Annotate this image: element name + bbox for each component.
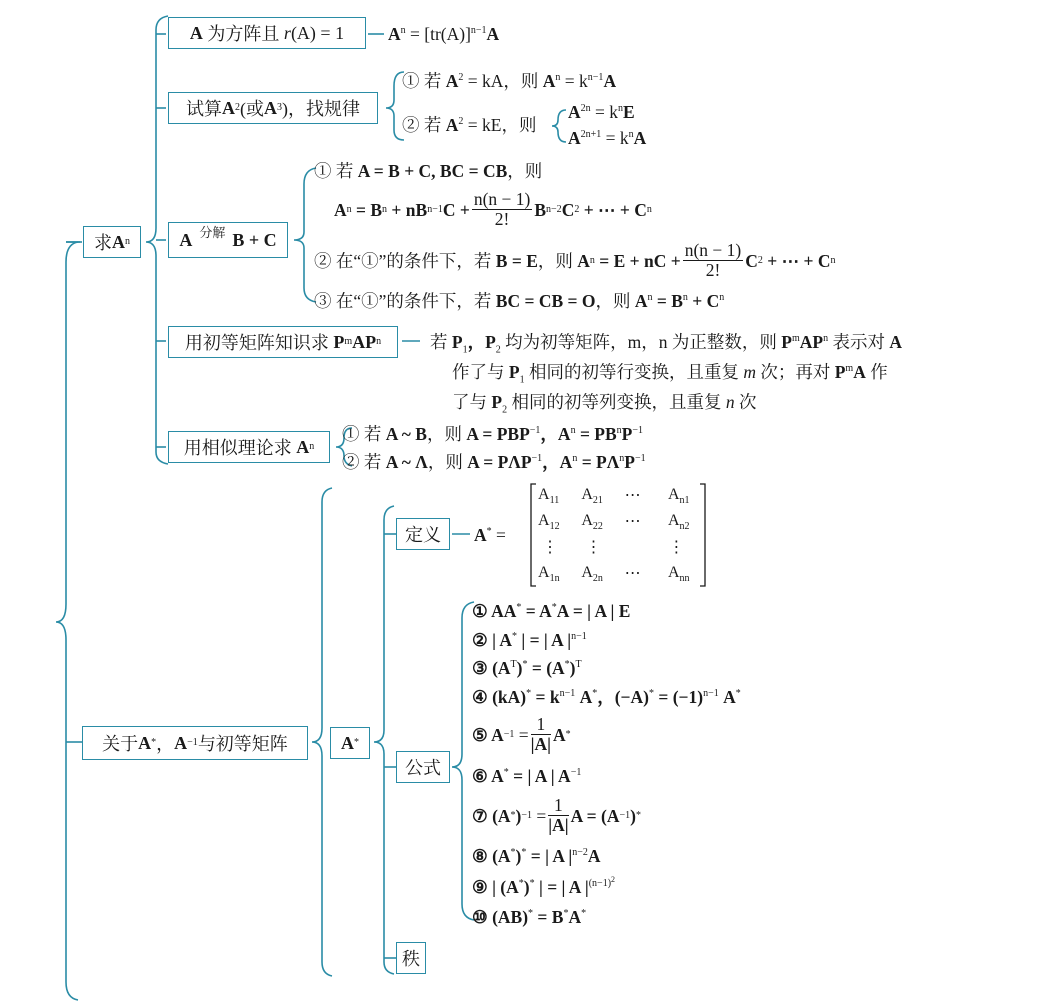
text: ，则 <box>595 291 631 311</box>
text: = kA，则 <box>467 71 539 91</box>
formula-text: ，(−A) <box>597 687 649 707</box>
formula-text: ) <box>523 877 530 897</box>
equation: B = E <box>495 250 538 271</box>
formula-7: ⑦ (A * ) −1 = $\frac{1}{|A|}$ A = (A −1 ) * <box>472 795 641 835</box>
matrix-symbol: P <box>781 332 792 352</box>
superscript: * <box>521 847 527 859</box>
node-rank-one <box>168 17 366 49</box>
superscript: n <box>618 103 624 115</box>
node-label: 为方阵且 <box>207 24 280 44</box>
subscript: 1n <box>549 573 560 585</box>
node-formulas <box>396 751 450 783</box>
equation: = [tr(A)] <box>410 24 471 44</box>
denominator: 2! <box>494 209 510 229</box>
superscript: n−2 <box>572 847 588 859</box>
text: ② 若 <box>342 452 382 472</box>
formula-text: | = | A | <box>521 630 572 650</box>
superscript: n <box>628 129 634 141</box>
similarity-case-two <box>342 451 646 473</box>
superscript: n <box>555 72 561 84</box>
split-case-three <box>314 290 724 312</box>
equation: ，A <box>542 452 573 472</box>
text: 次 <box>738 392 757 412</box>
formula-text: ⑤ A <box>472 724 504 745</box>
node-label: 秩 <box>402 949 420 969</box>
node-adjugate-inverse-elementary: 关于 A * ， A −1 与初等矩阵 <box>82 726 308 760</box>
superscript: * <box>563 908 569 920</box>
variable: n <box>725 392 735 412</box>
equation: A ~ Λ <box>385 452 428 472</box>
node-definition <box>396 518 450 550</box>
equation: A = PBP <box>466 424 530 444</box>
try-case-two-odd <box>568 127 646 149</box>
superscript: m <box>845 363 854 375</box>
superscript: * <box>486 526 492 538</box>
matrix-symbol: A <box>112 231 125 252</box>
numerator: 1 <box>548 796 568 816</box>
numerator: n(n − 1) <box>473 189 531 209</box>
superscript: 2 <box>611 875 616 885</box>
split-case-two: ② 在“①”的条件下，若 B = E ，则 A n = E + nC + $\frac{n(n - 1)}{2!}$ C 2 + ⋯ + C n <box>314 240 836 280</box>
superscript: * <box>516 602 522 614</box>
formula-5: ⑤ A −1 = $\frac{1}{|A|}$ A * <box>472 714 571 754</box>
text: ② 在“①”的条件下，若 <box>314 250 492 271</box>
superscript: (n−1) <box>588 878 612 890</box>
matrix-symbol: A <box>542 71 556 91</box>
superscript: n <box>572 453 578 465</box>
formula-text: ⑨ | (A <box>472 877 519 897</box>
matrix-entry: A <box>581 564 593 581</box>
superscript: * <box>529 878 535 890</box>
superscript: 2n+1 <box>580 129 602 141</box>
formula-text: ) <box>516 658 523 678</box>
split-case-one <box>314 160 542 182</box>
formula-4 <box>472 686 741 708</box>
formula-text: = (−1) <box>658 687 704 707</box>
superscript: * <box>592 688 598 700</box>
matrix-entry: A <box>538 512 550 529</box>
elementary-line-two <box>452 361 888 386</box>
formula-text: ) <box>569 658 576 678</box>
fraction <box>548 796 568 835</box>
superscript: * <box>528 908 534 920</box>
matrix-symbol: A <box>445 115 459 135</box>
superscript: * <box>735 688 741 700</box>
superscript: n−1 <box>703 688 719 700</box>
matrix-entry: A <box>581 486 593 503</box>
equation: A ~ B <box>385 424 427 444</box>
denominator: |A| <box>548 815 569 835</box>
matrix-symbol: A <box>603 71 617 91</box>
equals: = <box>518 724 529 745</box>
formula-3 <box>472 657 582 679</box>
formula-6 <box>472 765 581 787</box>
superscript: n <box>647 292 653 304</box>
subscript: 22 <box>592 521 603 533</box>
node-find-a-power: 求 A n <box>83 226 141 258</box>
matrix-entry: ⋯ <box>624 565 641 582</box>
matrix-symbol: P <box>624 452 635 472</box>
formula-9 <box>472 876 615 898</box>
matrix-symbol: P <box>451 332 463 352</box>
superscript: * <box>526 688 532 700</box>
text: 作了与 <box>452 362 505 382</box>
node-label: 与初等矩阵 <box>197 734 288 754</box>
text: = k <box>605 128 629 148</box>
superscript: n <box>400 25 406 37</box>
equation: + ⋯ + C <box>767 250 831 271</box>
equation: A = PΛP <box>467 452 532 472</box>
superscript: * <box>522 659 528 671</box>
matrix-symbol: P <box>491 392 503 412</box>
adjugate-matrix <box>538 482 700 586</box>
similarity-case-one <box>342 423 643 445</box>
rank-one-formula <box>388 23 499 45</box>
text: ② 若 <box>402 115 442 135</box>
formula-text: = B <box>537 907 564 927</box>
matrix-entry: A <box>667 512 680 529</box>
formula-1 <box>472 600 630 622</box>
text: 若 <box>430 332 448 352</box>
node-label: 公式 <box>405 758 441 778</box>
superscript: 2n <box>580 103 591 115</box>
text: ① 若 <box>314 161 354 181</box>
superscript: n−1 <box>571 631 587 643</box>
text: ，则 <box>507 161 543 181</box>
node-rank <box>396 942 426 974</box>
node-label: )，找规律 <box>282 99 360 119</box>
matrix-symbol: A <box>577 250 590 271</box>
superscript: n <box>616 425 622 437</box>
superscript: n−1 <box>559 688 576 700</box>
equation: + ⋯ + C <box>583 199 647 220</box>
matrix-symbol: B + C <box>232 229 277 250</box>
node-label: 用初等矩阵知识求 <box>184 333 329 353</box>
subscript: 2 <box>502 404 508 416</box>
numerator: 1 <box>531 715 551 735</box>
formula-text: ) <box>515 805 522 826</box>
subscript: nn <box>679 573 690 585</box>
formula-10 <box>472 906 586 928</box>
separator: ， <box>156 734 175 754</box>
elementary-line-three <box>452 391 757 416</box>
matrix-symbol: C <box>561 199 575 220</box>
node-label: 关于 <box>102 734 139 754</box>
fraction <box>531 715 551 754</box>
formula-text: ⑥ A <box>472 766 504 786</box>
equation: ，A <box>540 424 571 444</box>
definition-lhs <box>474 524 506 546</box>
superscript: * <box>503 767 509 779</box>
matrix-symbol: B <box>534 199 547 220</box>
formula-text: ① AA <box>472 601 517 621</box>
try-case-two-even <box>568 101 635 123</box>
matrix-symbol: P <box>333 331 345 352</box>
fraction <box>472 190 533 229</box>
decompose-label: 分解 <box>199 224 226 240</box>
equation: + C <box>692 291 720 311</box>
matrix-symbol: A <box>189 22 203 43</box>
superscript: * <box>564 659 570 671</box>
split-case-one-formula: A n = B n + nB n−1 C + $\frac{n(n - 1)}{2!}$ B n−2 C 2 + ⋯ + C n <box>334 189 652 229</box>
superscript: * <box>511 631 517 643</box>
formula-text: = | A | A <box>513 766 571 786</box>
subscript: 1 <box>462 344 468 356</box>
superscript: n−1 <box>587 72 604 84</box>
matrix-symbol: P <box>834 362 846 382</box>
superscript: 2 <box>458 116 464 128</box>
formula-text: A <box>723 687 736 707</box>
text: 相同的初等列变换，且重复 <box>511 392 722 412</box>
node-label: 试算 <box>186 99 222 119</box>
matrix-symbol: A <box>633 128 647 148</box>
formula-text: ) <box>515 846 522 866</box>
superscript: n <box>719 292 725 304</box>
matrix-entry: A <box>667 564 680 581</box>
try-case-two <box>402 114 536 136</box>
matrix-symbol: P <box>508 362 520 382</box>
matrix-symbol: E <box>623 102 635 122</box>
matrix-symbol: A <box>634 291 648 311</box>
superscript: 2 <box>458 72 464 84</box>
formula-text: A = | A | E <box>556 601 631 621</box>
superscript: −1 <box>531 453 543 465</box>
matrix-symbol: A <box>568 102 581 122</box>
formula-text: A <box>579 687 593 707</box>
fraction <box>683 241 744 280</box>
equals: = <box>536 805 547 826</box>
subscript: 12 <box>549 521 560 533</box>
equation: BC = CB = O <box>495 291 596 311</box>
matrix-symbol: A <box>179 229 193 250</box>
text: ，则 <box>537 250 573 271</box>
variable: m <box>743 362 756 382</box>
rank-symbol: r <box>283 22 291 43</box>
superscript: * <box>648 688 654 700</box>
equation: = B <box>656 291 683 311</box>
matrix-symbol: A <box>889 332 902 352</box>
formula-text: ⑧ (A <box>472 846 511 866</box>
matrix-symbol: A <box>474 525 487 545</box>
matrix-symbol: A <box>264 97 277 118</box>
superscript: n−1 <box>470 25 487 37</box>
equation: = E + nC + <box>599 250 681 271</box>
denominator: |A| <box>530 734 551 754</box>
try-case-one <box>402 70 616 92</box>
matrix-entry: ⋮ <box>668 539 685 556</box>
superscript: n <box>823 333 829 345</box>
formula-2 <box>472 629 587 651</box>
matrix-symbol: A <box>388 24 401 44</box>
equation: = PB <box>579 424 617 444</box>
text: = kE，则 <box>467 115 537 135</box>
formula-text: = | A | <box>530 846 573 866</box>
subscript: n1 <box>679 495 690 507</box>
formula-text: | = | A | <box>538 877 589 897</box>
equation: C + <box>442 199 470 220</box>
matrix-symbol: AP <box>352 331 377 352</box>
superscript: T <box>510 659 517 671</box>
superscript: −1 <box>634 453 646 465</box>
matrix-entry: A <box>538 486 550 503</box>
node-label: 用相似理论求 <box>183 438 292 458</box>
node-adjugate: A * <box>330 727 370 759</box>
matrix-entry: A <box>538 564 550 581</box>
equals: = <box>496 525 506 545</box>
superscript: n <box>570 425 576 437</box>
matrix-symbol: A <box>853 362 866 382</box>
equation: + nB <box>391 199 428 220</box>
matrix-symbol: P <box>621 424 633 444</box>
text: 次；再对 <box>760 362 831 382</box>
equation: A = B + C, BC = CB <box>357 161 508 181</box>
subscript: 2 <box>495 344 501 356</box>
text: 均为初等矩阵，m，n 为正整数，则 <box>505 332 777 352</box>
formula-8 <box>472 845 601 867</box>
formula-text: = k <box>535 687 560 707</box>
equation: = PΛ <box>581 452 620 472</box>
node-decompose <box>168 222 288 258</box>
subscript: 1 <box>519 374 525 386</box>
text: ，则 <box>426 424 462 444</box>
matrix-symbol: A <box>341 732 354 753</box>
equation: = B <box>356 199 383 220</box>
matrix-symbol: AP <box>799 332 824 352</box>
superscript: * <box>518 878 524 890</box>
text: 了与 <box>452 392 487 412</box>
text: = k <box>564 71 588 91</box>
node-label: 求 <box>94 233 112 253</box>
subscript: n2 <box>679 521 690 533</box>
matrix-entry: ⋮ <box>585 539 602 556</box>
text: 相同的初等行变换，且重复 <box>528 362 739 382</box>
superscript: * <box>551 602 557 614</box>
superscript: −1 <box>632 425 643 437</box>
text: ① 若 <box>402 71 442 91</box>
formula-text: A = (A <box>570 805 620 826</box>
node-similarity: 用相似理论求 A n <box>168 431 330 463</box>
node-label: (或 <box>240 99 264 119</box>
matrix-entry: ⋯ <box>624 487 641 504</box>
text: ① 若 <box>342 424 382 444</box>
matrix-symbol: C <box>745 250 758 271</box>
superscript: n <box>682 292 688 304</box>
formula-text: ) <box>630 805 636 826</box>
node-try-compute: 试算 A 2 (或 A 3 )，找规律 <box>168 92 378 124</box>
matrix-symbol: ，P <box>467 332 496 352</box>
formula-text: ⑦ (A <box>472 805 511 826</box>
matrix-symbol: A <box>222 97 235 118</box>
superscript: T <box>575 659 582 671</box>
superscript: * <box>581 908 587 920</box>
subscript: 21 <box>592 495 603 507</box>
equation: (A) = 1 <box>290 22 345 43</box>
matrix-symbol: A <box>174 732 188 753</box>
superscript: −1 <box>529 425 541 437</box>
text: 表示对 <box>832 332 885 352</box>
matrix-symbol: A <box>334 199 347 220</box>
subscript: 2n <box>592 573 603 585</box>
elementary-line-one <box>430 331 902 356</box>
matrix-symbol: A <box>296 436 310 457</box>
node-elementary-matrix: 用初等矩阵知识求 P m AP n <box>168 326 398 358</box>
matrix-entry: A <box>581 512 593 529</box>
formula-text: = (A <box>531 658 565 678</box>
superscript: −1 <box>570 767 582 779</box>
matrix-symbol: A <box>568 128 581 148</box>
formula-text: A <box>587 846 601 866</box>
formula-text: ② | A <box>472 630 512 650</box>
superscript: n <box>619 453 625 465</box>
text: = k <box>595 102 619 122</box>
node-label: 定义 <box>405 525 441 545</box>
denominator: 2! <box>705 260 721 280</box>
numerator: n(n − 1) <box>684 240 742 260</box>
superscript: m <box>791 333 800 345</box>
matrix-entry: ⋯ <box>624 513 641 530</box>
matrix-symbol: A <box>138 732 152 753</box>
formula-text: ④ (kA) <box>472 687 527 707</box>
formula-text: A <box>568 907 582 927</box>
text: ③ 在“①”的条件下，若 <box>314 291 492 311</box>
formula-text: ⑩ (AB) <box>472 907 529 927</box>
matrix-entry: ⋮ <box>542 539 558 556</box>
subscript: 11 <box>549 495 560 507</box>
matrix-symbol: A <box>445 71 459 91</box>
formula-text: A <box>553 724 566 745</box>
superscript: * <box>510 847 516 859</box>
matrix-symbol: A <box>486 24 500 44</box>
text: ，则 <box>427 452 463 472</box>
formula-text: ③ (A <box>472 658 511 678</box>
formula-text: = A <box>525 601 552 621</box>
text: 作 <box>870 362 888 382</box>
matrix-entry: A <box>667 486 680 503</box>
